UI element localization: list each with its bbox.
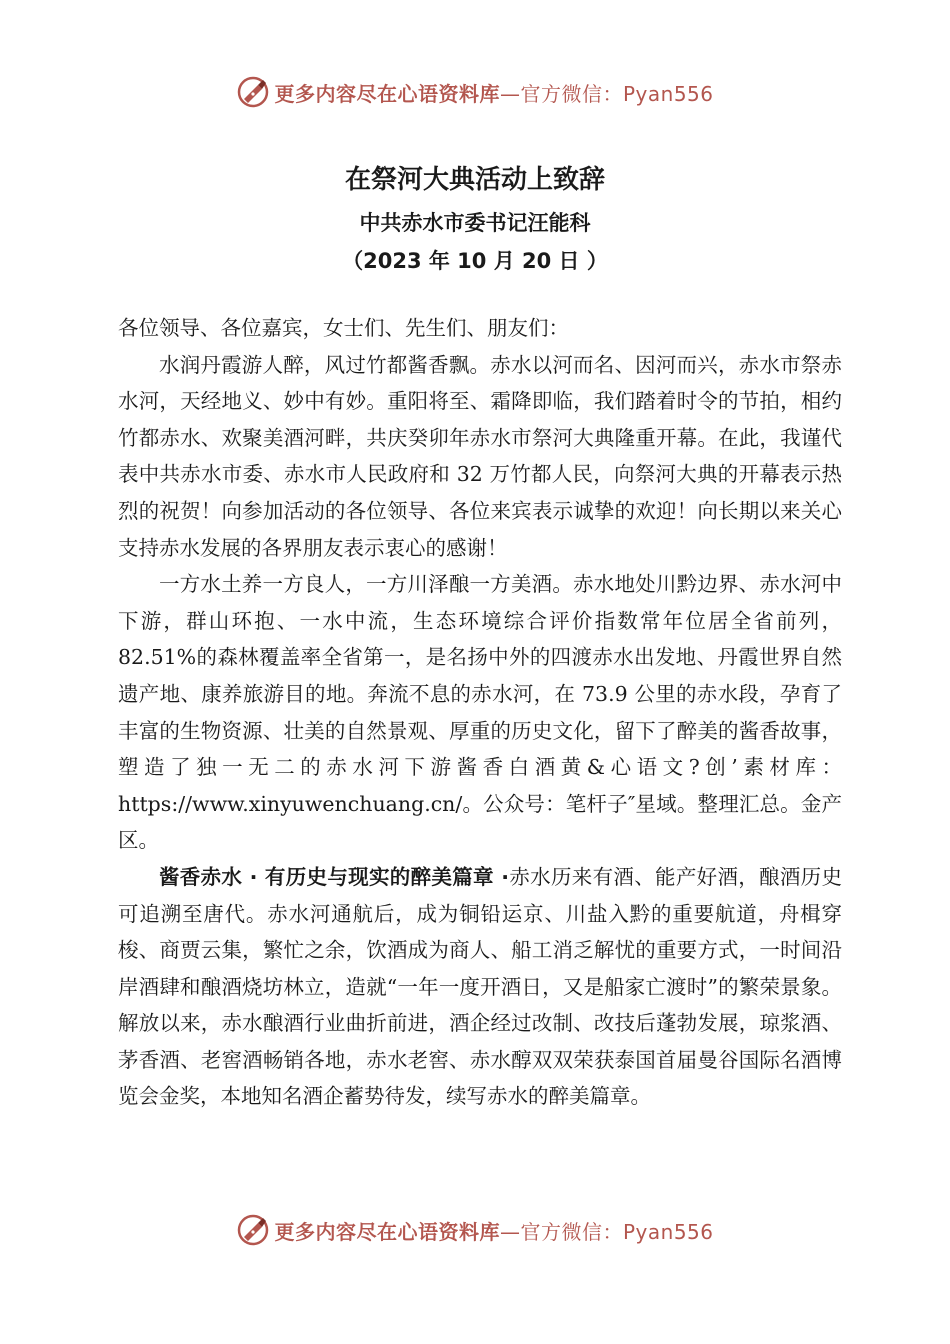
paragraph-3-heading: 酱香赤水 · 有历史与现实的醉美篇章 · bbox=[159, 864, 510, 889]
title-block bbox=[0, 160, 950, 276]
speech-body bbox=[118, 310, 842, 1115]
pen-nib-logo-icon bbox=[236, 1213, 270, 1247]
watermark-text bbox=[274, 1216, 713, 1245]
document-title: 在祭河大典活动上致辞 bbox=[344, 165, 605, 195]
watermark-id: Pyan556 bbox=[622, 81, 714, 106]
paragraph-3 bbox=[118, 859, 842, 1115]
watermark-sep: —官方微信： bbox=[499, 81, 623, 106]
watermark-top bbox=[0, 72, 950, 112]
watermark-id: Pyan556 bbox=[622, 1219, 714, 1244]
pen-nib-logo-icon bbox=[236, 75, 270, 109]
watermark-sep: —官方微信： bbox=[499, 1219, 623, 1244]
watermark-main: 更多内容尽在心语资料库 bbox=[274, 81, 500, 106]
paragraph-1: 水润丹霞游人醉，风过竹都酱香飘。赤水以河而名、因河而兴，赤水市祭赤水河，天经地义、妙中有妙。重阳将至、霜降即临，我们踏着时令的节拍，相约竹都赤水、欢聚美酒河畔，共庆癸卯年赤水市祭河大典隆重开幕。在此，我谨代表中共赤水市委、赤水市人民政府和 32 万竹都人民，向祭河大典的开幕表示热烈的祝贺！向参加活动的各位领导、各位来宾表示诚挚的欢迎！向长期以来关心支持赤水发展的各界朋友表示衷心的感谢！ bbox=[118, 352, 842, 560]
document-date: （2023 年 10 月 20 日 ） bbox=[342, 249, 608, 273]
watermark-bottom bbox=[0, 1210, 950, 1250]
document-author: 中共赤水市委书记汪能科 bbox=[359, 211, 591, 235]
watermark-main: 更多内容尽在心语资料库 bbox=[274, 1219, 500, 1244]
watermark-text bbox=[274, 78, 713, 107]
paragraph-2: 一方水土养一方良人，一方川泽酿一方美酒。赤水地处川黔边界、赤水河中下游，群山环抱、一水中流，生态环境综合评价指数常年位居全省前列，82.51%的森林覆盖率全省第一，是名扬中外的四渡赤水出发地、丹霞世界自然遗产地、康养旅游目的地。奔流不息的赤水河，在 73.9 公里的赤水段，孕育了丰富的生物资源、壮美的自然景观、厚重的历史文化，留下了醉美的酱香故事，塑造了独一无二的赤水河下游酱香白酒黄&心语文?创’素材库：https://www.xinyuwenchuang.cn/。公众号：笔杆子″星域。整理汇总。金产区。 bbox=[118, 572, 842, 853]
salutation: 各位领导、各位嘉宾，女士们、先生们、朋友们： bbox=[118, 316, 569, 340]
paragraph-3-text: 赤水历来有酒、能产好酒，酿酒历史可追溯至唐代。赤水河通航后，成为铜铅运京、川盐入黔的重要航道，舟楫穿梭、商贾云集，繁忙之余，饮酒成为商人、船工消乏解忧的重要方式，一时间沿岸酒肆和酿酒烧坊林立，造就“一年一度开酒日，又是船家亡渡时”的繁荣景象。解放以来，赤水酿酒行业曲折前进，酒企经过改制、改技后蓬勃发展，琼浆酒、茅香酒、老窖酒畅销各地，赤水老窖、赤水醇双双荣获泰国首届曼谷国际名酒博览会金奖，本地知名酒企蓄势待发，续写赤水的醉美篇章。 bbox=[118, 864, 842, 1109]
